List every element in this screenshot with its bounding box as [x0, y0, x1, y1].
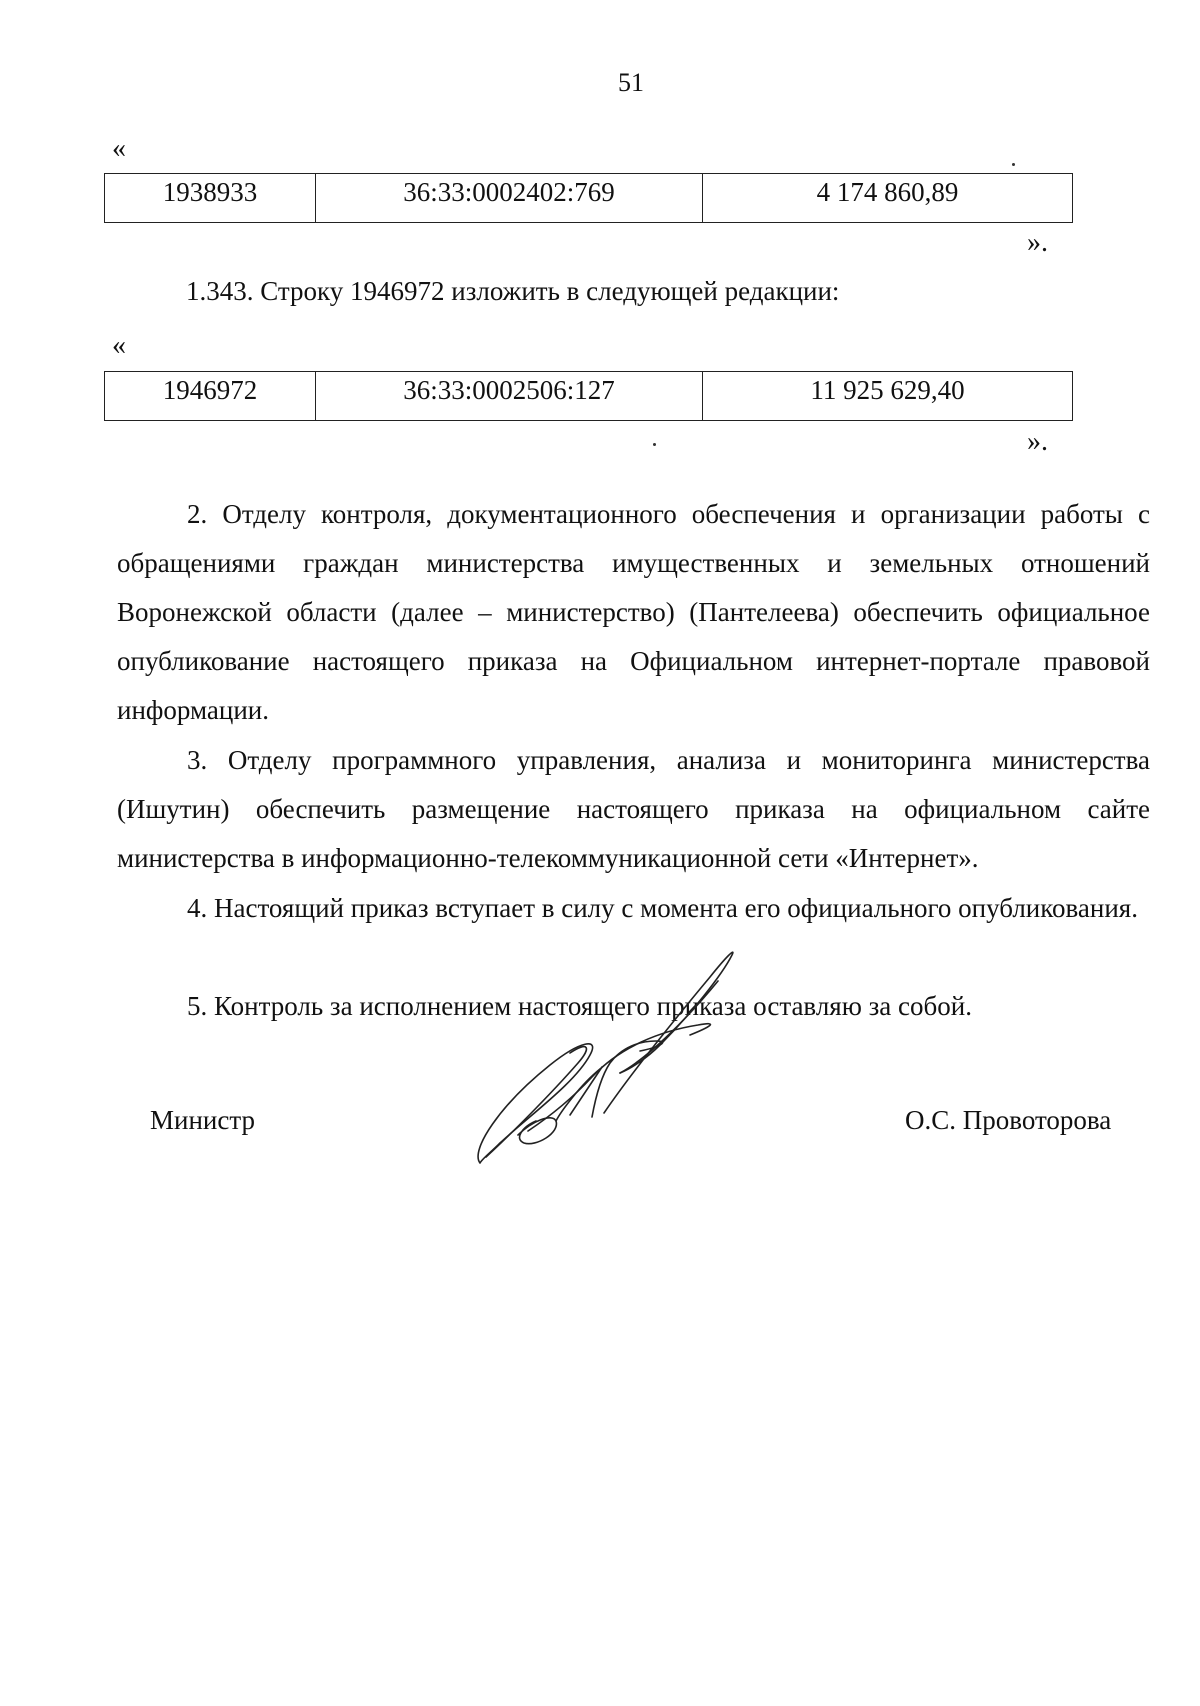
paragraph-3: 3. Отделу программного управления, анализа и мониторинга министерства (Ишутин) обеспечить размещение настоящего приказа на официальном сайте министерства в информационно-телекоммуникационной сети «Интернет». [117, 745, 1150, 873]
page-number: 51 [618, 68, 644, 97]
stray-dot [653, 443, 656, 446]
paragraph-5: 5. Контроль за исполнением настоящего приказа оставляю за собой. [187, 991, 972, 1021]
table-row [105, 174, 1073, 223]
amendment-line: 1.343. Строку 1946972 изложить в следующей редакции: [186, 276, 840, 306]
closing-quote-1: ». [1027, 227, 1048, 258]
opening-quote-2: « [112, 330, 126, 361]
table-cell-value: 11 925 629,40 [703, 372, 1073, 421]
minister-title: Министр [150, 1105, 255, 1135]
minister-name: О.С. Провоторова [905, 1105, 1112, 1135]
table-cell-id: 1946972 [105, 372, 316, 421]
opening-quote-1: « [112, 133, 126, 164]
amended-row-table-2 [104, 371, 1073, 421]
closing-quote-2: ». [1027, 426, 1048, 457]
table-row [105, 372, 1073, 421]
amended-row-table-1 [104, 173, 1073, 223]
table-cell-id: 1938933 [105, 174, 316, 223]
paragraph-4: 4. Настоящий приказ вступает в силу с момента его официального опубликования. [187, 893, 1138, 923]
stray-dot [1012, 163, 1015, 166]
paragraph-2: 2. Отделу контроля, документационного обеспечения и организации работы с обращениями граждан министерства имущественных и земельных отношений Воронежской области (далее – министерство) (Пантелеева) обеспечить официальное опубликование настоящего приказа на Официальном интернет-портале правовой информации. [117, 499, 1150, 725]
table-cell-cadastral-number: 36:33:0002402:769 [316, 174, 703, 223]
handwritten-signature [470, 945, 800, 1175]
table-cell-value: 4 174 860,89 [703, 174, 1073, 223]
table-cell-cadastral-number: 36:33:0002506:127 [316, 372, 703, 421]
